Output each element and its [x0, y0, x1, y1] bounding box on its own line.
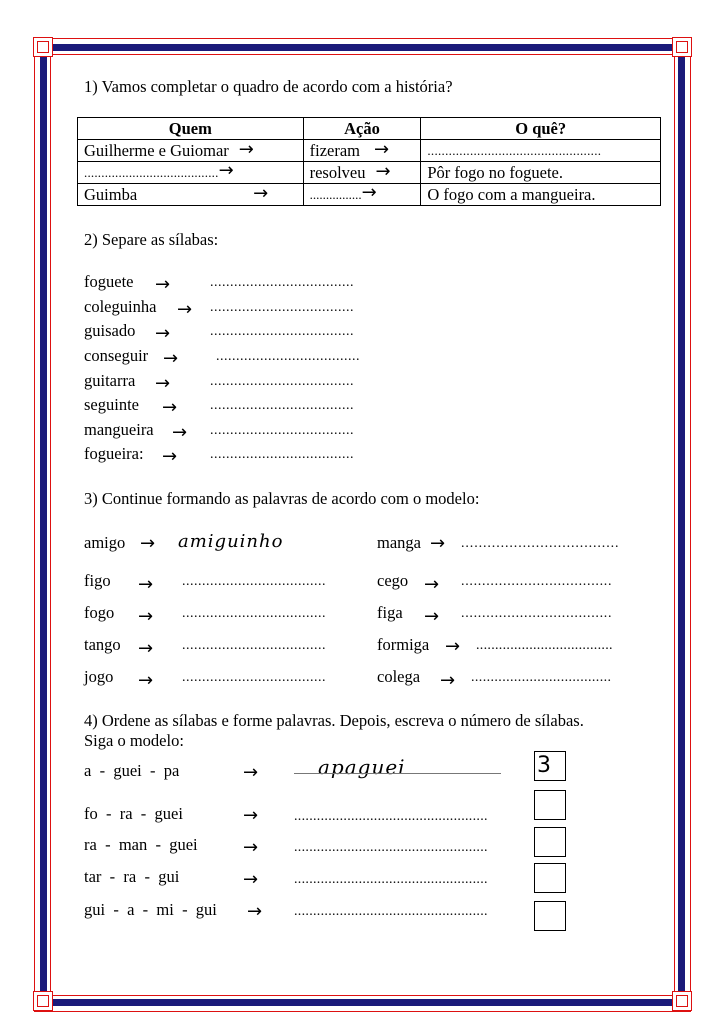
q2-word: mangueira — [84, 420, 154, 439]
arrow-icon: → — [243, 805, 259, 826]
arrow-icon: → — [361, 182, 377, 203]
q3-word-left: amigo — [84, 533, 126, 552]
q3-word-right: formiga — [377, 635, 430, 654]
table-header-row — [78, 118, 661, 140]
arrow-icon: → — [424, 574, 440, 595]
cell-quem[interactable]: Guilherme e Guiomar → — [78, 140, 304, 162]
arrow-icon: → — [138, 574, 154, 595]
q3-word-left: tango — [84, 635, 121, 654]
answer-line[interactable]: .................................... — [461, 606, 613, 621]
q4-syllables: ra - man - guei — [84, 835, 198, 854]
q2-word: coleguinha — [84, 297, 157, 316]
q3-word-left: fogo — [84, 603, 115, 622]
arrow-icon: → — [238, 138, 254, 160]
answer-line[interactable]: ................................................... — [294, 904, 488, 919]
arrow-icon: → — [243, 837, 259, 858]
header-acao: Ação — [303, 118, 421, 140]
table-row — [78, 184, 661, 206]
q3-title: 3) Continue formando as palavras de acordo com o modelo: — [84, 489, 480, 508]
q2-word: foguete — [84, 272, 134, 291]
arrow-icon: → — [140, 533, 156, 554]
arrow-icon: → — [218, 160, 234, 181]
arrow-icon: → — [430, 533, 446, 554]
answer-line[interactable]: ................................................... — [294, 809, 488, 824]
arrow-icon: → — [375, 160, 391, 182]
arrow-icon: → — [247, 901, 263, 922]
q2-title: 2) Separe as sílabas: — [84, 230, 219, 249]
model-answer-handwritten: apaguei — [318, 755, 406, 779]
arrow-icon: → — [243, 762, 259, 783]
answer-line[interactable]: .................................... — [476, 638, 613, 653]
table-row — [78, 140, 661, 162]
cell-acao[interactable]: ................→ — [303, 184, 421, 206]
q4-syllables: a - guei - pa — [84, 761, 180, 780]
q4-syllables: tar - ra - gui — [84, 867, 180, 886]
arrow-icon: → — [162, 397, 178, 418]
table-row — [78, 162, 661, 184]
arrow-icon: → — [440, 670, 456, 691]
answer-line[interactable]: ................................................... — [294, 872, 488, 887]
arrow-icon: → — [374, 138, 390, 160]
cell-oque[interactable]: O fogo com a mangueira. — [421, 184, 661, 206]
q3-word-left: jogo — [84, 667, 114, 686]
q2-word: fogueira: — [84, 444, 144, 463]
arrow-icon: → — [138, 670, 154, 691]
arrow-icon: → — [243, 869, 259, 890]
cell-acao[interactable]: fizeram → — [303, 140, 421, 162]
syllable-count-box[interactable] — [534, 827, 566, 857]
corner-ornament-tr — [672, 37, 692, 57]
answer-line[interactable]: .................................... — [182, 606, 326, 621]
cell-quem[interactable]: .......................................→ — [78, 162, 304, 184]
arrow-icon: → — [155, 373, 171, 394]
arrow-icon: → — [155, 323, 171, 344]
arrow-icon: → — [138, 638, 154, 659]
answer-line[interactable]: .................................... — [461, 536, 620, 551]
q2-word: conseguir — [84, 346, 149, 365]
q3-word-right: cego — [377, 571, 409, 590]
answer-line[interactable]: .................................... — [210, 398, 354, 413]
q2-word: seguinte — [84, 395, 139, 414]
arrow-icon: → — [172, 422, 188, 443]
arrow-icon: → — [162, 446, 178, 467]
arrow-icon: → — [253, 182, 269, 204]
answer-line[interactable]: .................................... — [210, 324, 354, 339]
arrow-icon: → — [445, 636, 461, 657]
answer-line[interactable]: .................................... — [182, 574, 326, 589]
arrow-icon: → — [138, 606, 154, 627]
q3-word-left: figo — [84, 571, 111, 590]
arrow-icon: → — [155, 274, 171, 295]
q4-syllables: fo - ra - guei — [84, 804, 183, 823]
cell-oque[interactable]: ................................................. — [421, 140, 661, 162]
cell-acao[interactable]: resolveu → — [303, 162, 421, 184]
answer-line[interactable]: .................................... — [216, 349, 360, 364]
answer-line[interactable]: .................................... — [210, 423, 354, 438]
syllable-count-box[interactable] — [534, 790, 566, 820]
q3-word-right: figa — [377, 603, 403, 622]
model-answer-handwritten: amiguinho — [178, 531, 284, 552]
arrow-icon: → — [163, 348, 179, 369]
answer-underline — [294, 773, 501, 774]
answer-line[interactable]: .................................... — [210, 275, 354, 290]
corner-ornament-br — [672, 991, 692, 1011]
answer-line[interactable]: .................................... — [210, 374, 354, 389]
q4-syllables: gui - a - mi - gui — [84, 900, 217, 919]
q1-title: 1) Vamos completar o quadro de acordo com a história? — [84, 77, 453, 96]
cell-oque[interactable]: Pôr fogo no foguete. — [421, 162, 661, 184]
answer-line[interactable]: .................................... — [210, 300, 354, 315]
answer-line[interactable]: .................................... — [182, 638, 326, 653]
syllable-count-box[interactable] — [534, 863, 566, 893]
q3-word-right: colega — [377, 667, 421, 686]
answer-line[interactable]: .................................... — [210, 447, 354, 462]
syllable-count-box[interactable]: 3 — [534, 751, 566, 781]
q3-word-right: manga — [377, 533, 421, 552]
arrow-icon: → — [177, 299, 193, 320]
corner-ornament-bl — [33, 991, 53, 1011]
arrow-icon: → — [424, 606, 440, 627]
answer-line[interactable]: .................................... — [182, 670, 326, 685]
answer-line[interactable]: .................................... — [471, 670, 612, 685]
answer-line[interactable]: .................................... — [461, 574, 613, 589]
q1-table — [77, 117, 661, 206]
answer-line[interactable]: ................................................... — [294, 840, 488, 855]
q4-title: 4) Ordene as sílabas e forme palavras. Depois, escreva o número de sílabas. — [84, 711, 584, 730]
corner-ornament-tl — [33, 37, 53, 57]
syllable-count-box[interactable] — [534, 901, 566, 931]
q2-word: guitarra — [84, 371, 136, 390]
header-oque: O quê? — [421, 118, 661, 140]
header-quem: Quem — [78, 118, 304, 140]
q4-subtitle: Siga o modelo: — [84, 731, 184, 750]
q2-word: guisado — [84, 321, 136, 340]
cell-quem[interactable]: Guimba → — [78, 184, 304, 206]
